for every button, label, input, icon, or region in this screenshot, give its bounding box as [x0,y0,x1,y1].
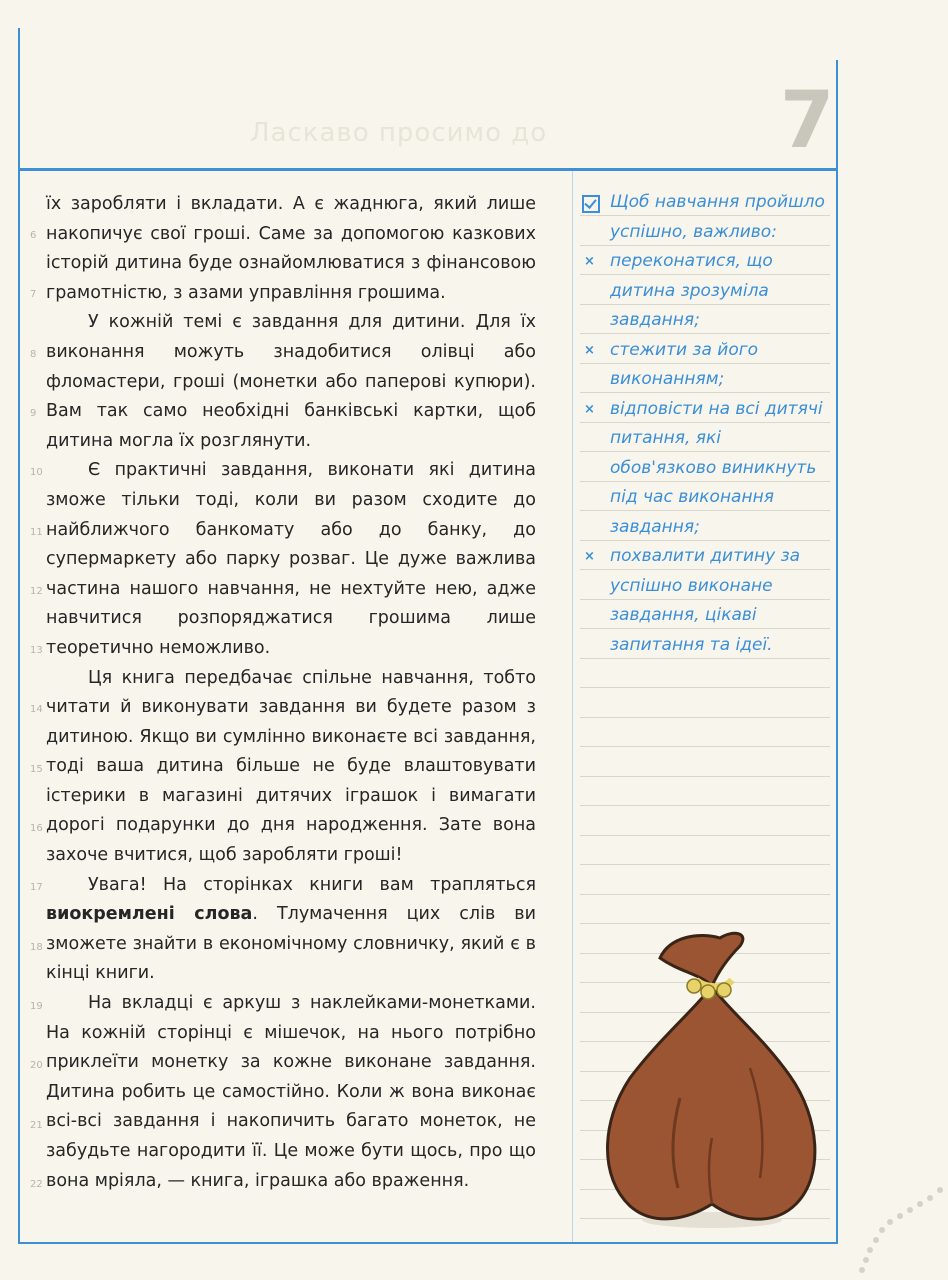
paragraph-text: . Тлумачення цих слів ви зможете знайти в економічному словничку, який є в кінці книги. [46,904,536,984]
decorative-dots [850,1180,948,1280]
money-bag-icon [600,928,832,1240]
ruled-line [580,835,830,836]
paragraph: У кожній темі є завдання для дитини. Для їх виконання можуть знадобитися олівці або фломастери, гроші (монетки або паперові купюри). Вам так само необхідні банківські картки, щоб дитина могла їх розглянути. [46,312,536,451]
frame-left-border [18,28,20,1244]
list-item: × переконатися, що дитина зрозуміла завдання; [582,247,827,336]
checkbox-icon [582,195,600,213]
line-number: 10 [30,467,43,479]
header-ghost-text: Ласкаво просимо до [250,118,548,148]
line-number: 9 [30,407,37,419]
main-text [46,190,536,1196]
line-number: 13 [30,645,43,657]
cross-bullet-icon: × [584,401,595,417]
paragraph [46,871,536,989]
ruled-line [580,894,830,895]
ruled-line [580,864,830,865]
line-number: 22 [30,1178,43,1190]
paragraph: Є практичні завдання, виконати які дитина зможе тільки тоді, коли ви разом сходите до найближчого банкомату або до банку, до супермаркету або парку розваг. Це дуже важлива частина нашого навчання, не нехтуйте нею, адже навчитися розпоряджатися грошима лише теоретично неможливо. [46,460,536,658]
paragraph: На вкладці є аркуш з наклейками-монетками. На кожній сторінці є мішечок, на нього потрібно приклеїти монетку за кожне виконане завдання. Дитина робить це самостійно. Коли ж вона виконає всі-всі завдання і накопичить багато монеток, не забудьте нагородити її. Це може бути щось, про що вона мріяла, — книга, іграшка або враження. [46,993,536,1191]
line-number: 14 [30,704,43,716]
note-heading-row [582,188,827,247]
ruled-line [580,776,830,777]
line-number: 19 [30,1000,43,1012]
line-number: 8 [30,348,37,360]
line-number: 15 [30,763,43,775]
ruled-line [580,746,830,747]
line-number: 11 [30,526,43,538]
paragraph: їх заробляти і вкладати. А є жаднюга, який лише накопичує свої гроші. Саме за допомогою казкових історій дитина буде ознайомлюватися з фінансовою грамотністю, з азами управління грошима. [46,194,536,303]
frame-bottom-border [18,1242,838,1244]
side-note [582,188,827,660]
ruled-line [580,717,830,718]
frame-right-border [836,60,838,1244]
line-number: 7 [30,289,37,301]
cross-bullet-icon: × [584,254,595,269]
page-number: 7 [780,76,835,166]
line-number: 12 [30,585,43,597]
line-number: 16 [30,823,43,834]
frame-top-border [18,168,838,171]
list-item: × стежити за його виконанням; [582,336,827,395]
line-number: 20 [30,1060,43,1072]
note-heading: Щоб навчання пройшло успішно, важливо: [610,192,825,242]
list-item: × похвалити дитину за успішно виконане завдання, цікаві запитання та ідеї. [582,542,827,660]
ruled-line [580,805,830,806]
line-number: 18 [30,941,43,953]
ruled-line [580,687,830,688]
line-number: 21 [30,1119,43,1131]
paragraph-text: Увага! На сторінках книги вам трапляться [88,874,536,895]
column-divider [572,171,573,1242]
highlighted-term: виокремлені слова [46,904,253,925]
cross-bullet-icon: × [584,549,595,564]
list-item: × відповісти на всі дитячі питання, які обов'язково виникнуть під час виконання завдання; [582,395,827,543]
note-list [582,247,827,660]
line-number: 6 [30,230,37,241]
ruled-line [580,923,830,924]
cross-bullet-icon: × [584,342,595,358]
line-number: 17 [30,882,43,894]
paragraph: Ця книга передбачає спільне навчання, тобто читати й виконувати завдання ви будете разом з дитиною. Якщо ви сумлінно виконаєте всі завдання, тоді ваша дитина більше не буде влаштовувати істерики в магазині дитячих іграшок і вимагати дорогі подарунки до дня народження. Зате вона захоче вчитися, щоб заробляти гроші! [46,667,536,866]
